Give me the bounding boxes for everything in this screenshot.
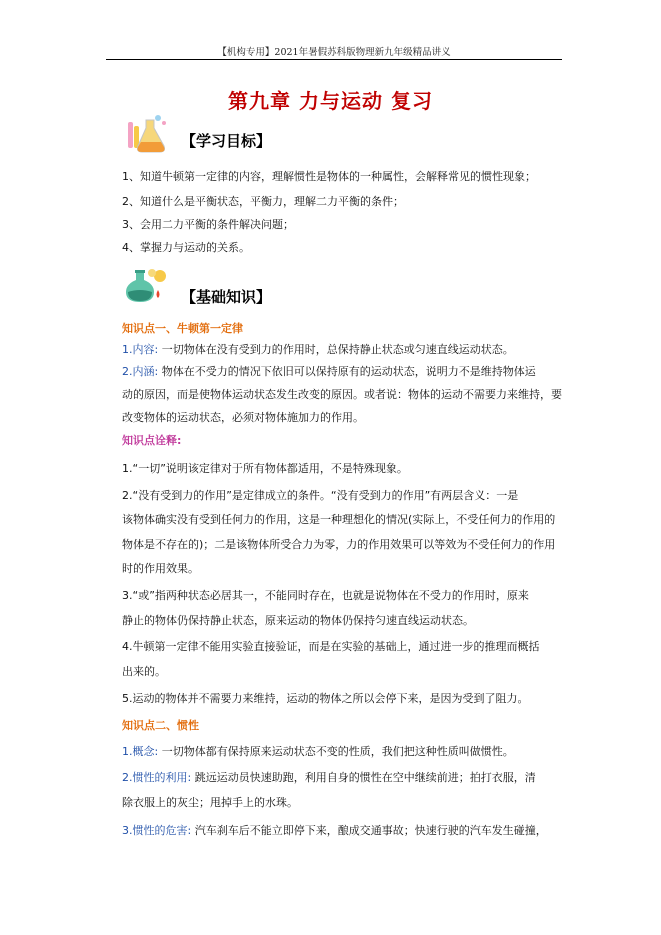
goal-item: 2、知道什么是平衡状态，平衡力，理解二力平衡的条件； [122, 195, 404, 208]
kp1-meaning-line: 物体在不受力的情况下依旧可以保持原有的运动状态，说明力不是维持物体运 [158, 365, 536, 378]
kp2-use [122, 769, 536, 785]
kp1-meaning-label: 2.内涵: [122, 365, 159, 378]
kp2-concept-label: 1.概念: [122, 745, 159, 758]
kp2-harm-text: 汽车刹车后不能立即停下来，酿成交通事故；快速行驶的汽车发生碰撞， [191, 824, 547, 837]
beaker-icon [124, 268, 170, 304]
explanation-line: 物体是不存在的)；二是该物体所受合力为零，力的作用效果可以等效为不受任何力的作用 [122, 538, 556, 551]
goal-item: 1、知道牛顿第一定律的内容，理解惯性是物体的一种属性，会解释常见的惯性现象； [122, 170, 536, 183]
explanation-line: 5.运动的物体并不需要力来维持，运动的物体之所以会停下来，是因为受到了阻力。 [122, 692, 529, 705]
explanation-line: 时的作用效果。 [122, 562, 199, 575]
explanation-line: 4.牛顿第一定律不能用实验直接验证，而是在实验的基础上，通过进一步的推理而概括 [122, 640, 540, 653]
kp2-harm [122, 822, 547, 838]
page-header: 【机构专用】2021年暑假苏科版物理新九年级精品讲义 [217, 47, 451, 58]
explanation-line: 该物体确实没有受到任何力的作用，这是一种理想化的情况(实际上，不受任何力的作用的 [122, 513, 556, 526]
kp2-use-line: 除衣服上的灰尘；甩掉手上的水珠。 [122, 796, 298, 809]
explanation-line: 2.“没有受到力的作用”是定律成立的条件。“没有受到力的作用”有两层含义：一是 [122, 489, 519, 502]
goal-item: 3、会用二力平衡的条件解决问题； [122, 218, 294, 231]
basics-heading: 【基础知识】 [181, 288, 272, 306]
goal-item: 4、掌握力与运动的关系。 [122, 241, 250, 254]
knowledge-point-2-title: 知识点二、惯性 [122, 719, 199, 732]
kp1-meaning-line: 改变物体的运动状态，必须对物体施加力的作用。 [122, 411, 364, 424]
kp2-concept [122, 743, 514, 759]
kp2-use-line: 跳远运动员快速助跑，利用自身的惯性在空中继续前进；拍打衣服，清 [191, 771, 536, 784]
goals-heading: 【学习目标】 [181, 132, 272, 150]
kp2-use-label: 2.惯性的利用: [122, 771, 192, 784]
explanation-line: 出来的。 [122, 665, 166, 678]
lab-flask-icon [124, 114, 170, 156]
kp1-meaning [122, 363, 536, 379]
kp2-concept-text: 一切物体都有保持原来运动状态不变的性质，我们把这种性质叫做惯性。 [158, 745, 514, 758]
kp2-harm-label: 3.惯性的危害: [122, 824, 192, 837]
page-title: 第九章 力与运动 复习 [228, 89, 433, 113]
header-rule [106, 59, 562, 60]
kp1-content-label: 1.内容: [122, 343, 159, 356]
explanation-line: 3.“或”指两种状态必居其一，不能同时存在，也就是说物体在不受力的作用时，原来 [122, 589, 529, 602]
kp1-content [122, 341, 514, 357]
explanation-title: 知识点诠释: [122, 434, 182, 447]
kp1-meaning-line: 动的原因，而是使物体运动状态发生改变的原因。或者说：物体的运动不需要力来维持，要 [122, 388, 562, 401]
explanation-line: 静止的物体仍保持静止状态，原来运动的物体仍保持匀速直线运动状态。 [122, 614, 474, 627]
knowledge-point-1-title: 知识点一、牛顿第一定律 [122, 322, 243, 335]
kp1-content-text: 一切物体在没有受到力的作用时，总保持静止状态或匀速直线运动状态。 [158, 343, 514, 356]
explanation-line: 1.“一切”说明该定律对于所有物体都适用，不是特殊现象。 [122, 462, 408, 475]
